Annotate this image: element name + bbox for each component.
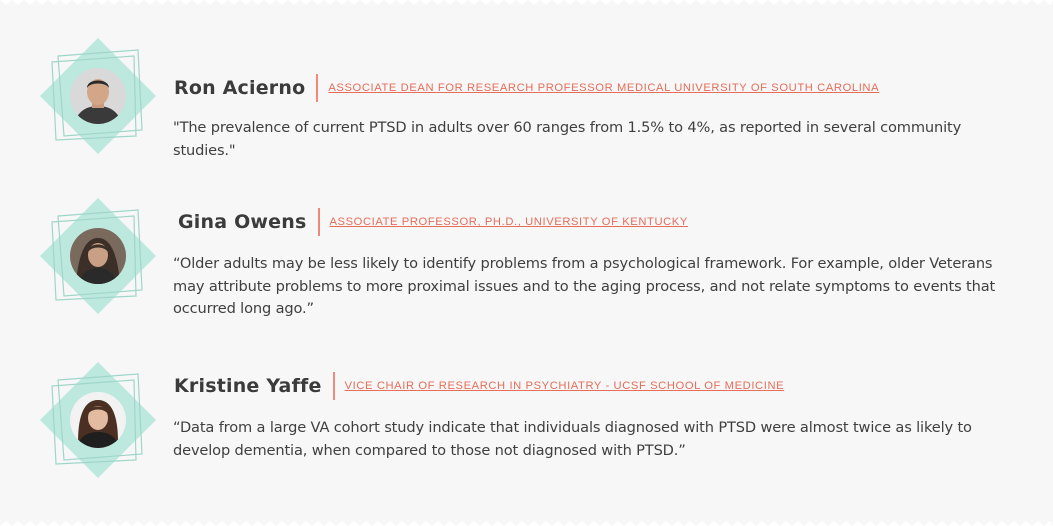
avatar-gina-owens xyxy=(70,228,126,284)
expert-name: Ron Acierno xyxy=(174,77,306,99)
avatar-ron-acierno xyxy=(70,68,126,124)
header-divider xyxy=(316,74,318,102)
expert-role-link[interactable]: ASSOCIATE DEAN FOR RESEARCH PROFESSOR MEDICAL UNIVERSITY OF SOUTH CAROLINA xyxy=(328,82,880,94)
expert-header xyxy=(174,372,784,400)
bottom-zigzag-border xyxy=(0,518,1053,526)
top-zigzag-border xyxy=(0,0,1053,8)
person-portrait-icon xyxy=(70,228,126,284)
header-divider xyxy=(318,208,320,236)
header-divider xyxy=(333,372,335,400)
portrait-badge xyxy=(38,360,158,480)
avatar-kristine-yaffe xyxy=(70,392,126,448)
expert-name: Kristine Yaffe xyxy=(174,375,322,397)
expert-role-link[interactable]: VICE CHAIR OF RESEARCH IN PSYCHIATRY - UCSF SCHOOL OF MEDICINE xyxy=(344,380,785,392)
expert-header xyxy=(174,74,879,102)
expert-quote: “Data from a large VA cohort study indicate that individuals diagnosed with PTSD were almost twice as likely to develop dementia, when compared to those not diagnosed with PTSD.” xyxy=(173,419,972,459)
expert-name: Gina Owens xyxy=(178,211,307,233)
expert-header xyxy=(178,208,688,236)
person-portrait-icon xyxy=(70,68,126,124)
person-portrait-icon xyxy=(70,392,126,448)
expert-quote: “Older adults may be less likely to identify problems from a psychological framework. For example, older Veterans may attribute problems to more proximal issues and to the aging process, and not relate symptoms to events that occurred long ago.” xyxy=(173,255,996,317)
expert-role-link[interactable]: ASSOCIATE PROFESSOR, PH.D., UNIVERSITY OF KENTUCKY xyxy=(329,216,688,228)
portrait-badge xyxy=(38,36,158,156)
expert-quote: "The prevalence of current PTSD in adults over 60 ranges from 1.5% to 4%, as reported in several community studies." xyxy=(173,119,962,159)
portrait-badge xyxy=(38,196,158,316)
